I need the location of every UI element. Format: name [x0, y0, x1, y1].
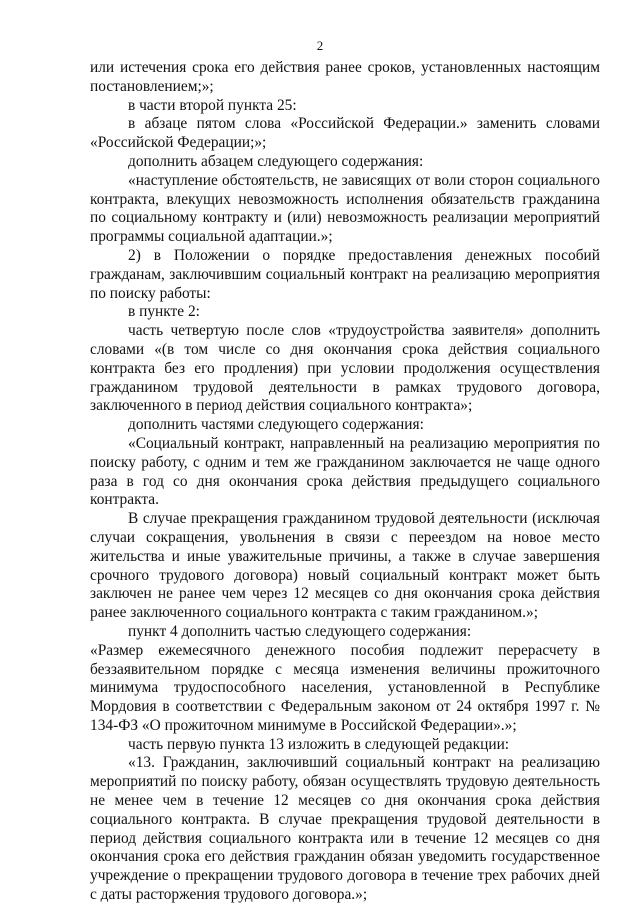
paragraph: часть четвертую после слов «трудоустройства заявителя» дополнить словами «(в том числе со дня окончания срока действия социального контракта без его продления) при условии продолжения осуществления гражданином трудовой деятельности в рамках трудового договора, заключенного в период действия социального контракта»; [90, 322, 600, 415]
paragraph: дополнить частями следующего содержания: [128, 416, 424, 434]
paragraph: в части второй пункта 25: [128, 96, 297, 114]
paragraph: в абзаце пятом слова «Российской Федерации.» заменить словами «Российской Федерации;»; [90, 115, 600, 152]
paragraph: дополнить абзацем следующего содержания: [128, 152, 424, 170]
paragraph: или истечения срока его действия ранее сроков, установленных настоящим постановлением;»; [90, 59, 600, 95]
paragraph: «Размер ежемесячного денежного пособия подлежит перерасчету в беззаявительном порядке с месяца изменения величины прожиточного минимума трудоспособного населения, установленной в Республике Мордовия в соответствии с Федеральным законом от 24 октября 1997 г. № 134-ФЗ «О прожиточном минимуме в Российской Федерации».»; [90, 641, 600, 734]
paragraph: «13. Гражданин, заключивший социальный контракт на реализацию мероприятий по поиску работу, обязан осуществлять трудовую деятельность не менее чем в течение 12 месяцев со дня окончания срока действия социального контракта. В случае прекращения трудовой деятельности в период действия социального контракта или в течение 12 месяцев со дня окончания срока его действия гражданин обязан уведомить государственное учреждение о прекращении трудового договора в течение трех рабочих дней с даты расторжения трудового договора.»; [90, 754, 600, 904]
paragraph: 2) в Положении о порядке предоставления денежных пособий гражданам, заключившим социальный контракт на реализацию мероприятия по поиску работы: [90, 246, 600, 302]
paragraph: В случае прекращения гражданином трудовой деятельности (исключая случаи сокращения, увольнения в связи с переездом на новое место жительства и иные уважительные причины, а также в случае завершения срочного трудового договора) новый социальный контракт может быть заключен не ранее чем через 12 месяцев со дня окончания срока действия ранее заключенного социального контракта с таким гражданином.»; [90, 510, 600, 622]
paragraph: в пункте 2: [128, 303, 200, 321]
paragraph: пункт 4 дополнить частью следующего содержания: [128, 622, 472, 640]
paragraph: «наступление обстоятельств, не зависящих от воли сторон социального контракта, влекущих невозможность исполнения обязательств гражданина по социальному контракту и (или) невозможность реализации мероприятий программы социальной адаптации.»; [90, 171, 600, 246]
paragraph: часть первую пункта 13 изложить в следующей редакции: [128, 735, 510, 753]
paragraph: «Социальный контракт, направленный на реализацию мероприятия по поиску работу, с одним и тем же гражданином заключается не чаще одного раза в год со дня окончания срока действия предыдущего социального контракта. [90, 434, 600, 509]
page-number: 2 [316, 38, 324, 53]
document-body [90, 59, 600, 905]
